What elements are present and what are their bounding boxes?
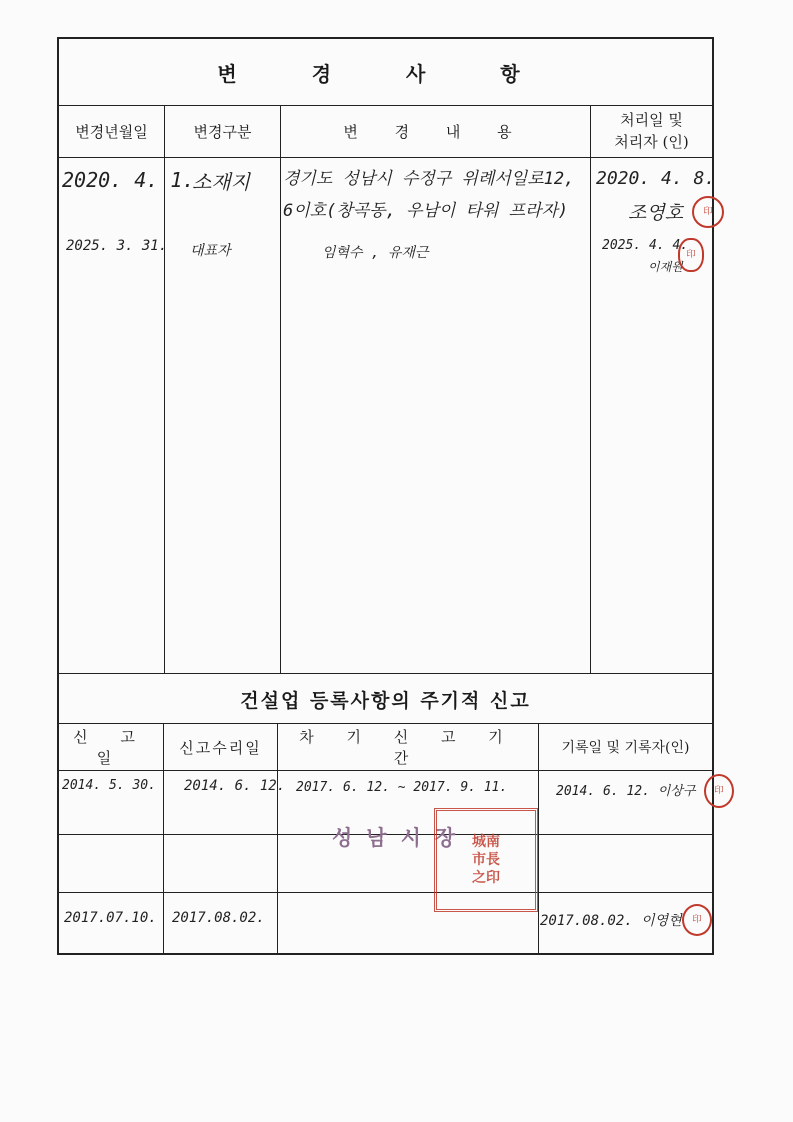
header-recorded: 기록일 및 기록자(인) bbox=[561, 740, 690, 756]
report-row-3-recorded: 2017.08.02. 이영현 bbox=[540, 913, 682, 929]
report-row-1-accepted: 2014. 6. 12. bbox=[184, 778, 286, 794]
change-section-title: 변 경 사 항 bbox=[217, 61, 554, 86]
report-row-3-date: 2017.07.10. bbox=[64, 910, 157, 926]
report-row-1-period: 2017. 6. 12. ~ 2017. 9. 11. bbox=[296, 780, 508, 795]
change-row-1-content-line1: 경기도 성남시 수정구 위례서일로12, bbox=[283, 169, 575, 189]
change-row-2-content: 임혁수 , 유재근 bbox=[322, 245, 429, 261]
change-row-1-content-line2: 6이호(창곡동, 우남이 타워 프라자) bbox=[283, 201, 569, 221]
agency-name-stamp: 성남시장 bbox=[332, 825, 470, 850]
header-change-date: 변경년월일 bbox=[75, 122, 148, 141]
recorder-seal-3: 印 bbox=[682, 904, 712, 936]
header-accepted-date: 신고수리일 bbox=[179, 738, 262, 757]
change-row-1-category: 소재지 bbox=[192, 170, 250, 194]
change-row-2-processed-date: 2025. 4. 4. bbox=[602, 238, 689, 253]
header-change-content: 변 경 내 용 bbox=[343, 122, 528, 141]
processor-seal-1: 印 bbox=[692, 196, 724, 228]
change-row-1-date: 2020. 4. 1. bbox=[62, 168, 195, 192]
processor-seal-2: 印 bbox=[678, 238, 704, 272]
change-row-2-category: 대표자 bbox=[190, 243, 231, 259]
report-row-1-date: 2014. 5. 30. bbox=[62, 778, 156, 793]
header-change-category: 변경구분 bbox=[193, 122, 252, 141]
header-next-period: 차 기 신 고 기 간 bbox=[299, 728, 517, 767]
change-row-2-processed-by: 이재원 bbox=[648, 260, 683, 274]
report-section-title: 건설업 등록사항의 주기적 신고 bbox=[240, 689, 531, 712]
recorder-seal-1: 印 bbox=[704, 774, 734, 808]
header-report-date: 신 고 일 bbox=[73, 728, 149, 767]
change-row-1-processed-by: 조영호 bbox=[628, 202, 684, 224]
header-processed-by: 처리일 및 처리자 (인) bbox=[614, 111, 689, 151]
report-row-1-recorded: 2014. 6. 12. 이상구 bbox=[556, 784, 696, 799]
change-row-1-processed-date: 2020. 4. 8. bbox=[596, 168, 716, 189]
change-row-2-date: 2025. 3. 31. bbox=[66, 238, 168, 254]
official-seal-icon: 城南 市長 之印 bbox=[434, 808, 538, 912]
report-row-3-accepted: 2017.08.02. bbox=[172, 910, 265, 926]
